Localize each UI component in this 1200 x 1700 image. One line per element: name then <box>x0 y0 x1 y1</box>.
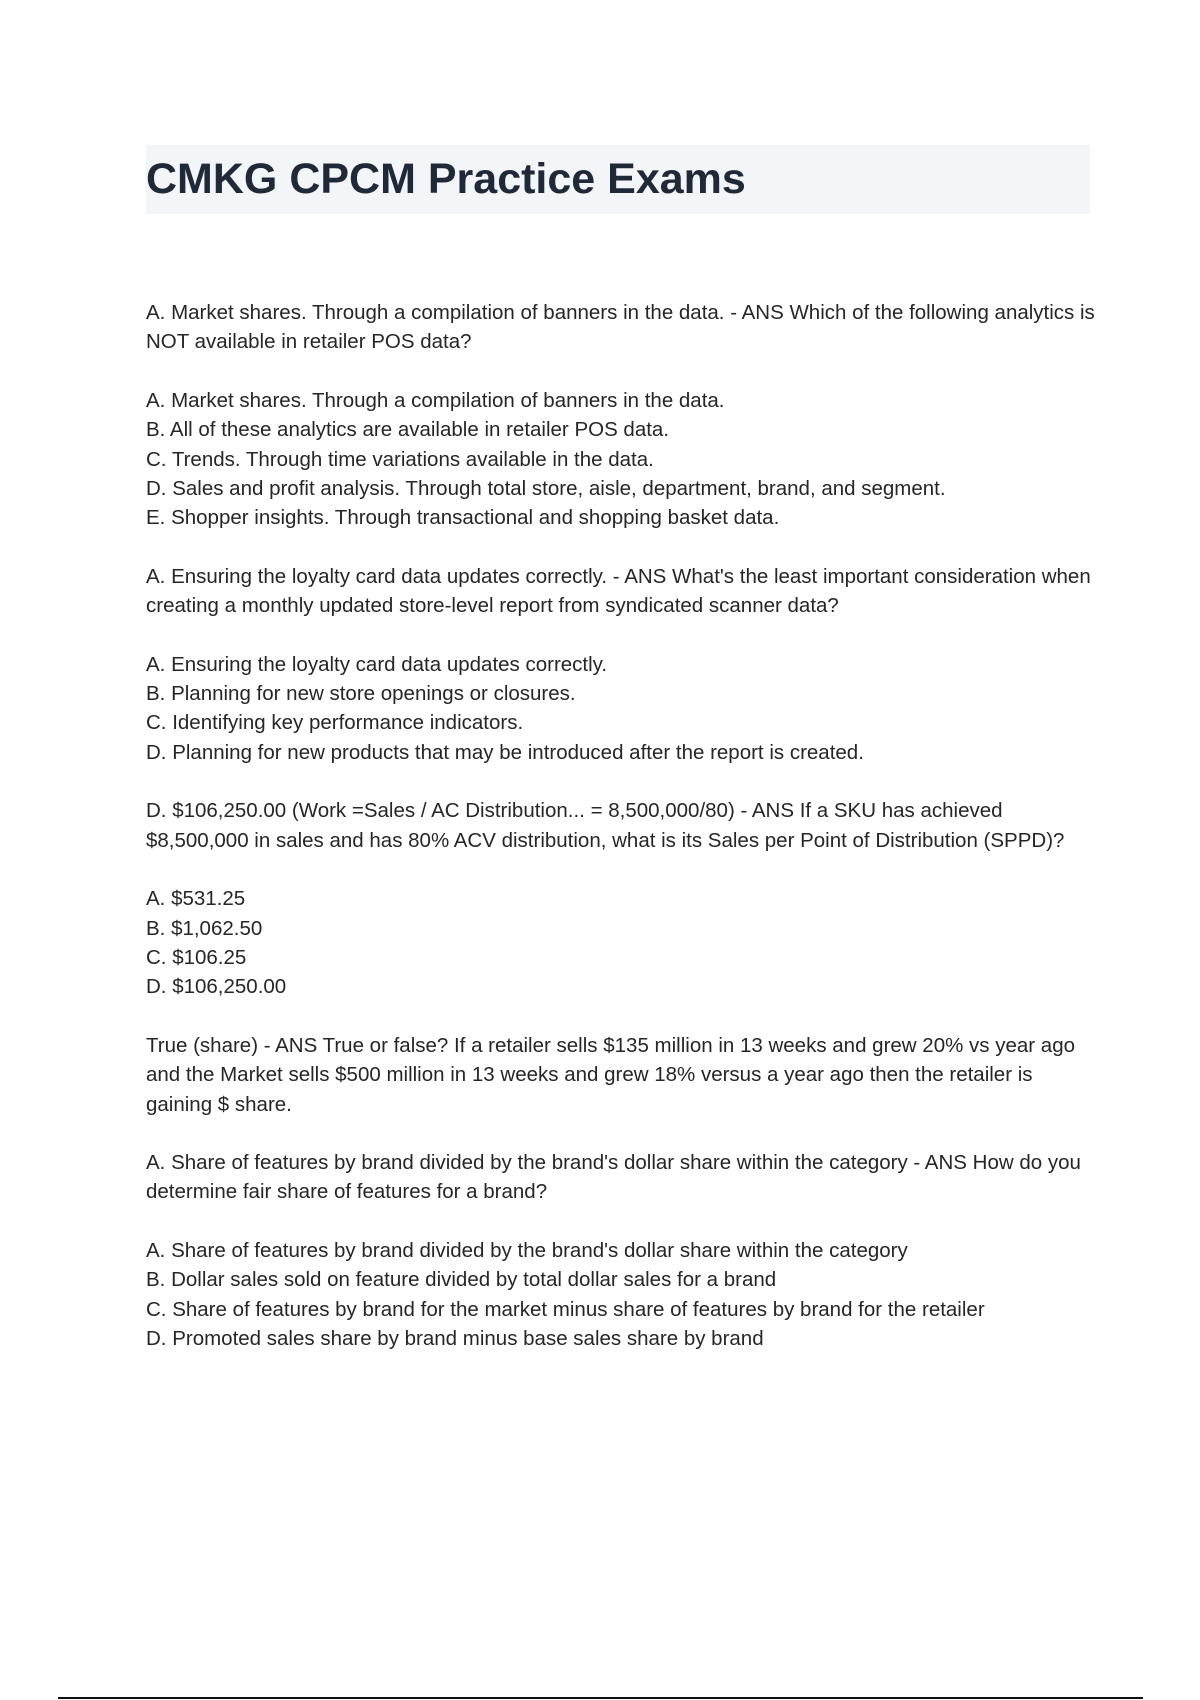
answer-option: D. Promoted sales share by brand minus base sales share by brand <box>146 1326 764 1350</box>
answer-option: C. Identifying key performance indicators. <box>146 711 524 735</box>
answer-option: B. Dollar sales sold on feature divided by total dollar sales for a brand <box>146 1268 777 1292</box>
title-banner <box>146 145 1090 214</box>
answer-options <box>146 884 1096 1002</box>
answer-option: D. Planning for new products that may be introduced after the report is created. <box>146 740 864 764</box>
question-prompt: A. Market shares. Through a compilation of banners in the data. - ANS Which of the following analytics is NOT available in retailer POS data? <box>146 301 1095 354</box>
question-prompt: A. Ensuring the loyalty card data updates correctly. - ANS What's the least important consideration when creating a monthly updated store-level report from syndicated scanner data? <box>146 564 1091 618</box>
answer-option: B. All of these analytics are available in retailer POS data. <box>146 418 670 442</box>
answer-option: A. Market shares. Through a compilation of banners in the data. <box>146 388 725 412</box>
answer-option: A. Ensuring the loyalty card data updates correctly. <box>146 652 608 676</box>
question-prompt: D. $106,250.00 (Work =Sales / AC Distribution... = 8,500,000/80) - ANS If a SKU has achieved $8,500,000 in sales and has 80% ACV distribution, what is its Sales per Point of Distribution (SPPD)? <box>146 799 1065 852</box>
document-body <box>146 298 1096 1382</box>
page-bottom-divider <box>58 1697 1143 1699</box>
answer-option: C. $106.25 <box>146 945 247 969</box>
answer-options <box>146 386 1096 533</box>
answer-options <box>146 1236 1096 1354</box>
answer-option: A. Share of features by brand divided by the brand's dollar share within the category <box>146 1238 908 1262</box>
answer-option: B. $1,062.50 <box>146 916 263 940</box>
page-title: CMKG CPCM Practice Exams <box>146 155 746 203</box>
question-prompt: True (share) - ANS True or false? If a retailer sells $135 million in 13 weeks and grew 20% vs year ago and the Market sells $500 million in 13 weeks and grew 18% versus a year ago then the retailer is gaining $ share. <box>146 1033 1076 1116</box>
answer-option: D. Sales and profit analysis. Through total store, aisle, department, brand, and segment. <box>146 477 946 501</box>
answer-option: C. Trends. Through time variations available in the data. <box>146 447 654 471</box>
answer-option: E. Shopper insights. Through transactional and shopping basket data. <box>146 506 780 530</box>
answer-option: A. $531.25 <box>146 887 246 911</box>
answer-options <box>146 650 1096 768</box>
answer-option: D. $106,250.00 <box>146 975 287 999</box>
question-prompt: A. Share of features by brand divided by the brand's dollar share within the category - ANS How do you determine fair share of features for a brand? <box>146 1150 1081 1204</box>
answer-option: C. Share of features by brand for the market minus share of features by brand for the retailer <box>146 1297 985 1321</box>
answer-option: B. Planning for new store openings or closures. <box>146 682 576 706</box>
